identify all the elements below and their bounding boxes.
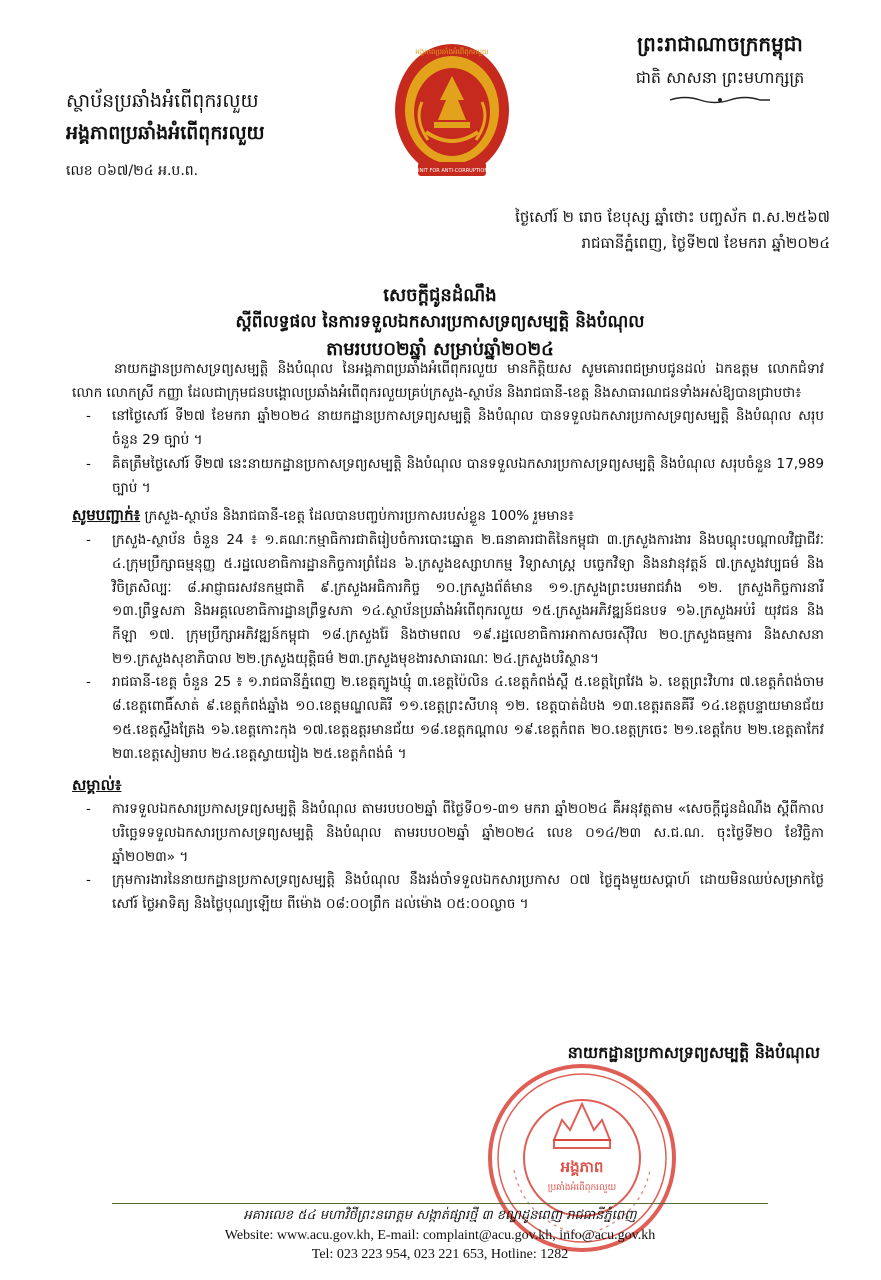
confirmation-label: សូមបញ្ជាក់៖ xyxy=(72,506,141,525)
list-item: - គិតត្រឹមថ្ងៃសៅរ៍ ទី២៧ នេះនាយកដ្ឋានប្រកាសទ្រព្យសម្បត្តិ និងបំណុល បានទទួលឯកសារប្រកាសទ្រព្យសម្បត្តិ និងបំណុល សរុបចំនួន 17,989 ច្បាប់ ។ xyxy=(112,453,824,500)
kingdom-title: ព្រះរាជាណាចក្រកម្ពុជា xyxy=(637,32,803,56)
title-line-2: ស្តីពីលទ្ធផល នៃការទទួលឯកសារប្រកាសទ្រព្យសម្បត្តិ និងបំណុល xyxy=(235,312,645,332)
list-item: - រាជធានី-ខេត្ត ចំនួន 25 ៖ ១.រាជធានីភ្នំពេញ ២.ខេត្តត្បូងឃ្មុំ ៣.ខេត្តប៉ៃលិន ៤.ខេត្តកំពង់ស្ពឺ ៥.ខេត្តព្រៃវែង ៦. ខេត្តព្រះវិហារ ៧.ខេត្តកំពង់ចាម ៨.ខេត្តពោធិ៍សាត់ ៩.ខេត្តកំពង់ឆ្នាំង ១០.ខេត្តមណ្ឌលគិរី ១១.ខេត្តព្រះសីហនុ ១២. ខេត្តបាត់ដំបង ១៣.ខេត្តរតនគីរី ១៤.ខេត្តបន្ទាយមានជ័យ ១៥.ខេត្តស្ទឹងត្រែង ១៦.ខេត្តកោះកុង ១៧.ខេត្តឧត្តរមានជ័យ ១៨.ខេត្តកណ្តាល ១៩.ខេត្តកំពត ២០.ខេត្តក្រចេះ ២១.ខេត្តកែប ២២.ខេត្តតាកែវ ២៣.ខេត្តសៀមរាប ២៤.ខេត្តស្វាយរៀង ២៥.ខេត្តកំពង់ធំ ។ xyxy=(112,671,824,766)
solar-date: រាជធានីភ្នំពេញ, ថ្ងៃទី២៧ ខែមករា ឆ្នាំ២០២៤ xyxy=(581,234,830,252)
title-line-3: តាមរបប០២ឆ្នាំ សម្រាប់ឆ្នាំ២០២៤ xyxy=(326,339,554,360)
footer-divider xyxy=(112,1203,768,1204)
kingdom-motto xyxy=(600,30,840,109)
seal-sub-text: ប្រឆាំងអំពើពុករលួយ xyxy=(547,1183,617,1193)
list-item: - នៅថ្ងៃសៅរ៍ ទី២៧ ខែមករា ឆ្នាំ២០២៤ នាយកដ្ឋានប្រកាសទ្រព្យសម្បត្តិ និងបំណុល បានទទួលឯកសារប្រកាសទ្រព្យសម្បត្តិ និងបំណុល សរុបចំនួន 29 ច្បាប់ ។ xyxy=(112,405,824,452)
footer-phones: Tel: 023 223 954, 023 221 653, Hotline: 1282 xyxy=(311,1247,569,1262)
notice-body xyxy=(72,358,824,917)
reference-number: លេខ ០៦៧/២៤ អ.ប.ព. xyxy=(66,163,199,179)
list-item: - ក្រសួង-ស្ថាប័ន ចំនួន 24 ៖ ១.គណៈកម្មាធិការជាតិរៀបចំការបោះឆ្នោត ២.ធនាគារជាតិនៃកម្ពុជា ៣.ក្រសួងការងារ និងបណ្តុះបណ្តាលវិជ្ជាជីវៈ ៤.ក្រុមប្រឹក្សាធម្មនុញ្ញ ៥.រដ្ឋលេខាធិការដ្ឋានកិច្ចការព្រំដែន ៦.ក្រសួងឧស្សាហកម្ម វិទ្យាសាស្ត្រ បច្ចេកវិទ្យា និងនវានុវត្តន៍ ៧.ក្រសួងវប្បធម៌ និងវិចិត្រសិល្បៈ ៨.អាជ្ញាធរសវនកម្មជាតិ ៩.ក្រសួងអធិការកិច្ច ១០.ក្រសួងព័ត៌មាន ១១.ក្រសួងព្រះបរមរាជវាំង ១២. ក្រសួងកិច្ចការនារី ១៣.ព្រឹទ្ធសភា និងអគ្គលេខាធិការដ្ឋានព្រឹទ្ធសភា ១៤.ស្ថាប័នប្រឆាំងអំពើពុករលួយ ១៥.ក្រសួងអភិវឌ្ឍន៍ជនបទ ១៦.ក្រសួងអប់រំ យុវជន និងកីឡា ១៧. ក្រុមប្រឹក្សាអភិវឌ្ឍន៍កម្ពុជា ១៨.ក្រសួងរ៉ែ និងថាមពល ១៩.រដ្ឋលេខាធិការអាកាសចរស៊ីវិល ២០.ក្រសួងធម្មការ និងសាសនា ២១.ក្រសួងសុខាភិបាល ២២.ក្រសួងយុត្តិធម៌ ២៣.ក្រសួងមុខងារសាធារណៈ ២៤.ក្រសួងបរិស្ថាន។ xyxy=(112,529,824,671)
signature-line: នាយកដ្ឋានប្រកាសទ្រព្យសម្បត្តិ និងបំណុល xyxy=(567,1043,820,1062)
footer xyxy=(120,1206,760,1264)
list-item: - ការទទួលឯកសារប្រកាសទ្រព្យសម្បត្តិ និងបំណុល តាមរបប០២ឆ្នាំ ពីថ្ងៃទី០១-៣១ មករា ឆ្នាំ២០២៤ គឺអនុវត្តតាម «សេចក្តីជូនដំណឹង ស្តីពីកាលបរិច្ឆេទទទួលឯកសារប្រកាសទ្រព្យសម្បត្តិ និងបំណុល តាមរបប០២ឆ្នាំ ឆ្នាំ២០២៤ លេខ ០១៤/២៣ ស.ជ.ណ. ចុះថ្ងៃទី២០ ខែវិច្ឆិកា ឆ្នាំ២០២៣» ។ xyxy=(112,798,824,869)
title-line-1: សេចក្តីជូនដំណឹង xyxy=(383,285,497,306)
list-item: - ក្រុមការងារនៃនាយកដ្ឋានប្រកាសទ្រព្យសម្បត្តិ និងបំណុល នឹងរង់ចាំទទួលឯកសារប្រកាស ០៧ ថ្ងៃក្នុងមួយសប្តាហ៍ ដោយមិនឈប់សម្រាកថ្ងៃសៅរ៍ ថ្ងៃអាទិត្យ និងថ្ងៃបុណ្យឡើយ ពីម៉ោង ០៨:០០ព្រឹក ដល់ម៉ោង ០៥:០០ល្ងាច ។ xyxy=(112,869,824,916)
unit-name: អង្គភាពប្រឆាំងអំពើពុករលួយ xyxy=(66,122,265,144)
note-heading: សម្គាល់៖ xyxy=(72,776,122,795)
seal-center-text: អង្គភាព xyxy=(560,1158,604,1176)
footer-contacts: Website: www.acu.gov.kh, E-mail: complaint@acu.gov.kh, info@acu.gov.kh xyxy=(224,1228,656,1243)
ornament-divider-icon xyxy=(665,95,775,105)
lunar-date: ថ្ងៃសៅរ៍ ២ រោច ខែបុស្ស ឆ្នាំថោះ បញ្ចស័ក ព.ស.២៥៦៧ xyxy=(515,208,830,226)
acu-logo-icon xyxy=(392,40,512,190)
completed-list xyxy=(72,529,824,766)
notice-title xyxy=(120,282,760,363)
date-block xyxy=(430,204,830,256)
result-list xyxy=(72,405,824,500)
confirmation-heading xyxy=(72,502,824,529)
authority-name: ស្ថាប័នប្រឆាំងអំពើពុករលួយ xyxy=(66,90,259,112)
logo-band-text: អង្គភាពប្រឆាំងអំពើពុករលួយ xyxy=(415,48,489,56)
confirmation-text: ក្រសួង-ស្ថាប័ន និងរាជធានី-ខេត្ត ដែលបានបញ្ចប់ការប្រកាសរបស់ខ្លួន 100% រួមមាន៖ xyxy=(140,508,575,525)
issuing-authority xyxy=(66,88,356,182)
national-motto: ជាតិ សាសនា ព្រះមហាក្សត្រ xyxy=(635,68,805,87)
logo-bottom-text: UNIT FOR ANTI-CORRUPTION xyxy=(415,168,489,174)
footer-address: អគារលេខ ៥៤ មហាវិថីព្រះនរោត្តម សង្កាត់ផ្សារថ្មី ៣ ខណ្ឌដូនពេញ រាជធានីភ្នំពេញ xyxy=(243,1208,637,1223)
intro-paragraph: នាយកដ្ឋានប្រកាសទ្រព្យសម្បត្តិ និងបំណុល នៃអង្គភាពប្រឆាំងអំពើពុករលួយ មានកិត្តិយស សូមគោរពជម្រាបជូនដល់ ឯកឧត្តម លោកជំទាវ លោក លោកស្រី កញ្ញា ដែលជាក្រុមជនបង្គោលប្រឆាំងអំពើពុករលួយគ្រប់ក្រសួង-ស្ថាប័ន និងរាជធានី-ខេត្ត និងសាធារណជនទាំងអស់ឱ្យបានជ្រាបថា៖ xyxy=(72,361,824,401)
note-list xyxy=(72,798,824,917)
